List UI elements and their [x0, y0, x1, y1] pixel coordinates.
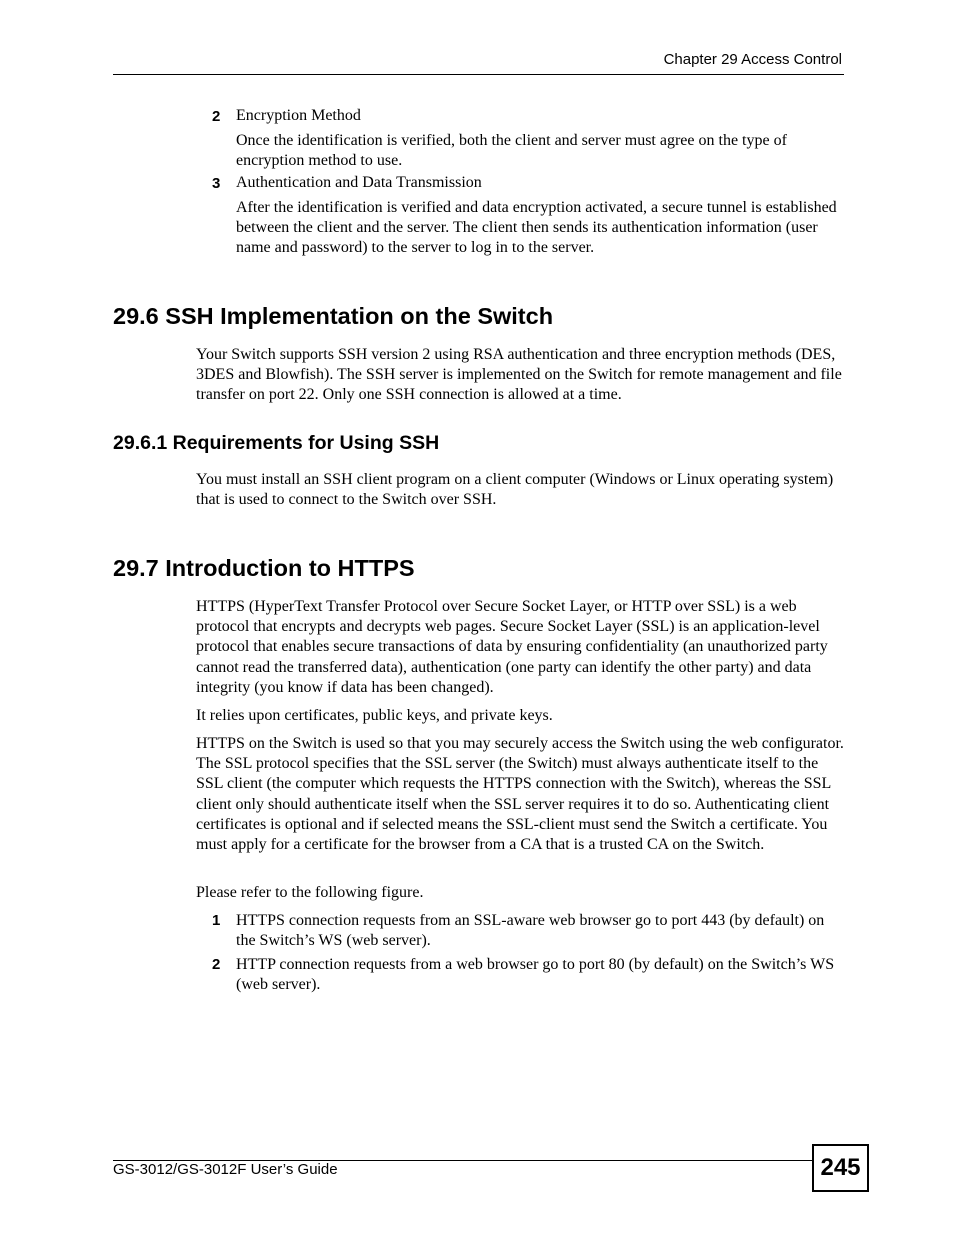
list-item-number: 2: [212, 108, 221, 125]
list-item-title: Authentication and Data Transmission: [236, 174, 482, 191]
page-number: 245: [812, 1144, 869, 1192]
list-item-title: Encryption Method: [236, 107, 361, 124]
list-item-body: HTTPS connection requests from an SSL-aware web browser go to port 443 (by default) on the Switch’s WS (web server).: [236, 912, 825, 950]
header-rule: [113, 74, 844, 75]
section-29-6-1-body: You must install an SSH client program on a client computer (Windows or Linux operating system) that is used to connect to the Switch over SSH.: [196, 471, 834, 509]
section-heading-29-6-1: 29.6.1 Requirements for Using SSH: [113, 432, 440, 454]
list-item-body: HTTP connection requests from a web browser go to port 80 (by default) on the Switch’s WS (web server).: [236, 956, 835, 994]
list-item-number: 3: [212, 175, 221, 192]
section-29-7-paragraph-4: Please refer to the following figure.: [196, 884, 424, 901]
footer-guide-title: GS-3012/GS-3012F User’s Guide: [113, 1161, 338, 1178]
section-29-6-body: Your Switch supports SSH version 2 using RSA authentication and three encryption methods (DES, 3DES and Blowfish). The SSH server is implemented on the Switch for remote management and file transfer on port 22. Only one SSH connection is allowed at a time.: [196, 346, 842, 404]
running-header: Chapter 29 Access Control: [663, 51, 842, 68]
section-29-7-paragraph-1: HTTPS (HyperText Transfer Protocol over Secure Socket Layer, or HTTP over SSL) is a web protocol that encrypts and decrypts web pages. Secure Socket Layer (SSL) is an application-level protocol that enables secure transactions of data by ensuring confidentiality (an unauthorized party cannot read the transferred data), authentication (one party can identify the other party) and data integrity (you know if data has been changed).: [196, 598, 828, 696]
list-item-number: 1: [212, 912, 221, 929]
section-29-7-paragraph-2: It relies upon certificates, public keys, and private keys.: [196, 707, 553, 724]
section-heading-29-7: 29.7 Introduction to HTTPS: [113, 555, 415, 581]
section-heading-29-6: 29.6 SSH Implementation on the Switch: [113, 303, 554, 329]
list-item-body: After the identification is verified and data encryption activated, a secure tunnel is established between the client and the server. The client then sends its authentication information (user name and password) to the server to log in to the server.: [236, 199, 837, 257]
section-29-7-paragraph-3: HTTPS on the Switch is used so that you may securely access the Switch using the web configurator. The SSL protocol specifies that the SSL server (the Switch) must always authenticate itself to the SSL client (the computer which requests the HTTPS connection with the Switch), whereas the SSL client only should authenticate itself when the SSL server requires it to do so. Authenticating client certificates is optional and if selected means the SSL-client must send the Switch a certificate. You must apply for a certificate for the browser from a CA that is a trusted CA on the Switch.: [196, 735, 844, 854]
list-item-body: Once the identification is verified, both the client and server must agree on the type of encryption method to use.: [236, 132, 787, 170]
list-item-number: 2: [212, 956, 221, 973]
